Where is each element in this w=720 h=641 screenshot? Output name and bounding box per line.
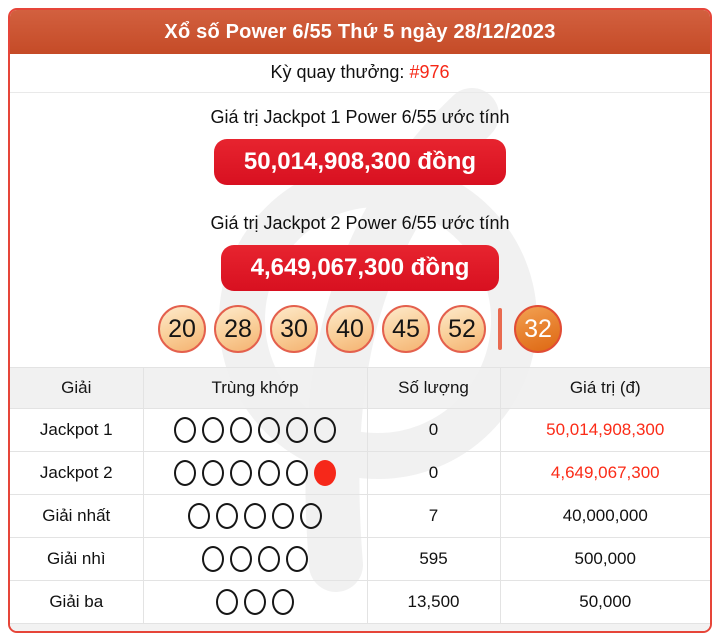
match-circle-icon bbox=[314, 417, 336, 443]
match-circle-icon bbox=[286, 417, 308, 443]
match-circle-icon bbox=[272, 589, 294, 615]
jackpot1-value-button[interactable]: 50,014,908,300 đồng bbox=[214, 139, 506, 185]
winner-count: 7 bbox=[367, 495, 500, 538]
prize-value: 4,649,067,300 bbox=[500, 452, 710, 495]
prize-name: Jackpot 2 bbox=[10, 452, 143, 495]
lottery-ball-52: 52 bbox=[438, 305, 486, 353]
match-circle-icon bbox=[230, 546, 252, 572]
prize-name: Jackpot 1 bbox=[10, 409, 143, 452]
jackpot1-label: Giá trị Jackpot 1 Power 6/55 ước tính bbox=[210, 107, 510, 127]
match-circle-icon bbox=[258, 546, 280, 572]
prize-table-header-row bbox=[10, 368, 710, 409]
match-pattern bbox=[143, 452, 367, 495]
page-title: Xổ số Power 6/55 Thứ 5 ngày 28/12/2023 bbox=[10, 10, 710, 54]
match-circle-icon bbox=[230, 460, 252, 486]
match-circle-icon bbox=[244, 589, 266, 615]
prize-value: 50,000 bbox=[500, 581, 710, 624]
column-header-match: Trùng khớp bbox=[143, 368, 367, 409]
table-row bbox=[10, 495, 710, 538]
match-circle-icon bbox=[230, 417, 252, 443]
match-circle-icon bbox=[174, 460, 196, 486]
match-pattern bbox=[143, 581, 367, 624]
jackpot2-label: Giá trị Jackpot 2 Power 6/55 ước tính bbox=[210, 213, 510, 233]
winning-numbers bbox=[10, 305, 710, 353]
draw-period-label: Kỳ quay thưởng: bbox=[270, 62, 410, 82]
table-row bbox=[10, 581, 710, 624]
match-circle-icon bbox=[216, 503, 238, 529]
draw-period-number: #976 bbox=[409, 62, 450, 82]
match-circle-icon bbox=[286, 546, 308, 572]
draw-period-line bbox=[10, 54, 710, 93]
match-circle-icon bbox=[258, 460, 280, 486]
winner-count: 0 bbox=[367, 409, 500, 452]
match-circle-icon bbox=[244, 503, 266, 529]
column-header-quantity: Số lượng bbox=[367, 368, 500, 409]
winner-count: 0 bbox=[367, 452, 500, 495]
card-footer-strip bbox=[10, 624, 710, 633]
match-circle-icon bbox=[202, 460, 224, 486]
match-circle-icon bbox=[272, 503, 294, 529]
lottery-result-card bbox=[8, 8, 712, 633]
column-header-value: Giá trị (đ) bbox=[500, 368, 710, 409]
prize-name: Giải ba bbox=[10, 581, 143, 624]
prize-name: Giải nhì bbox=[10, 538, 143, 581]
match-circle-icon bbox=[202, 417, 224, 443]
table-row bbox=[10, 538, 710, 581]
power-number-divider bbox=[498, 308, 502, 350]
match-pattern bbox=[143, 538, 367, 581]
jackpot2-value-button[interactable]: 4,649,067,300 đồng bbox=[221, 245, 500, 291]
prize-value: 500,000 bbox=[500, 538, 710, 581]
lottery-ball-28: 28 bbox=[214, 305, 262, 353]
power-ball-32: 32 bbox=[514, 305, 562, 353]
prize-value: 50,014,908,300 bbox=[500, 409, 710, 452]
lottery-ball-20: 20 bbox=[158, 305, 206, 353]
match-circle-icon bbox=[286, 460, 308, 486]
match-circle-icon bbox=[258, 417, 280, 443]
match-circle-icon bbox=[300, 503, 322, 529]
match-circle-icon bbox=[174, 417, 196, 443]
column-header-prize: Giải bbox=[10, 368, 143, 409]
match-circle-icon bbox=[202, 546, 224, 572]
lottery-ball-30: 30 bbox=[270, 305, 318, 353]
lottery-ball-45: 45 bbox=[382, 305, 430, 353]
prize-table-body bbox=[10, 409, 710, 624]
prize-value: 40,000,000 bbox=[500, 495, 710, 538]
winner-count: 595 bbox=[367, 538, 500, 581]
prize-name: Giải nhất bbox=[10, 495, 143, 538]
table-row bbox=[10, 452, 710, 495]
prize-table bbox=[10, 367, 710, 624]
match-pattern bbox=[143, 495, 367, 538]
match-pattern bbox=[143, 409, 367, 452]
match-circle-icon bbox=[216, 589, 238, 615]
match-circle-icon bbox=[188, 503, 210, 529]
table-row bbox=[10, 409, 710, 452]
winner-count: 13,500 bbox=[367, 581, 500, 624]
lottery-ball-40: 40 bbox=[326, 305, 374, 353]
match-circle-power-icon bbox=[314, 460, 336, 486]
